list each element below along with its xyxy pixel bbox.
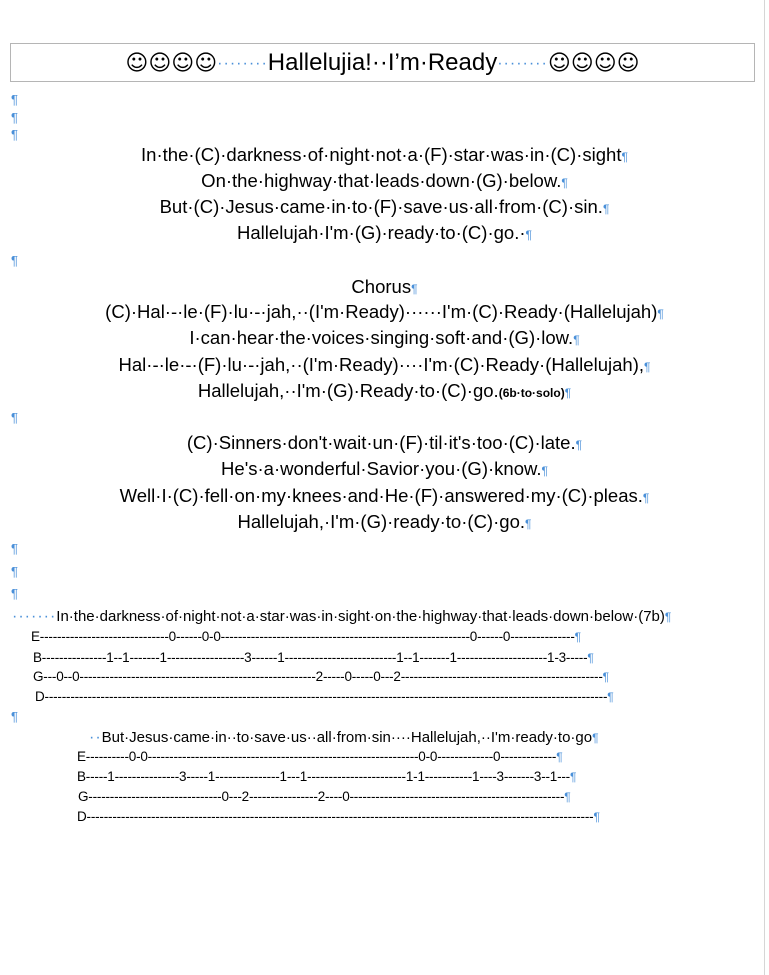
pilcrow-mark: ¶ <box>11 564 18 579</box>
tab2-string-b: B-----1---------------3-----1---------------1---1-----------------------1-1-----------1----3-------3--1---¶ <box>77 769 577 784</box>
tab2-string-e: E----------0-0---------------------------------------------------------------0-0-------------0-------------¶ <box>77 749 563 764</box>
verse1-line: In·the·(C)·darkness·of·night·not·a·(F)·star·was·in·(C)·sight¶ <box>141 144 628 165</box>
smiley-faces-right-icon: ☺☺☺☺ <box>547 51 640 76</box>
pilcrow-mark: ¶ <box>11 127 18 142</box>
tab2-string-d: D----------------------------------------------------------------------------------------------------------------------¶ <box>77 809 600 824</box>
title-box <box>10 43 755 82</box>
pilcrow-mark: ¶ <box>11 410 18 425</box>
chorus-line: Hallelujah,··I'm·(G)·Ready·to·(C)·go.(6b·to·solo)¶ <box>197 380 572 401</box>
pilcrow-mark: ¶ <box>11 541 18 556</box>
verse2-line: Well·I·(C)·fell·on·my·knees·and·He·(F)·answered·my·(C)·pleas.¶ <box>119 485 650 506</box>
pilcrow-mark: ¶ <box>11 586 18 601</box>
pilcrow-mark: ¶ <box>11 92 18 107</box>
chorus-line: (C)·Hal·-·le·(F)·lu·-·jah,··(I'm·Ready)······I'm·(C)·Ready·(Hallelujah)¶ <box>105 301 664 322</box>
pilcrow-mark: ¶ <box>11 110 18 125</box>
pilcrow-mark: ¶ <box>11 709 18 724</box>
tab1-string-g: G---0--0-------------------------------------------------------2-----0-----0---2-----------------------------------------------¶ <box>33 669 609 684</box>
song-title: Hallelujia!··I’m·Ready <box>267 49 498 76</box>
chorus-line: Hal·-·le·-·(F)·lu·-·jah,··(I'm·Ready)····I'm·(C)·Ready·(Hallelujah),¶ <box>118 354 651 375</box>
tab1-string-d: D-----------------------------------------------------------------------------------------------------------------------------------¶ <box>35 689 614 704</box>
verse2-line: Hallelujah,·I'm·(G)·ready·to·(C)·go.¶ <box>237 511 532 532</box>
pilcrow-mark: ¶ <box>11 253 18 268</box>
chorus-heading: Chorus¶ <box>351 276 418 297</box>
tab1-header: ·······In·the·darkness·of·night·not·a·star·was·in·sight·on·the·highway·that·leads·down·below·(7b)¶ <box>12 608 672 626</box>
tab1-string-b: B---------------1--1-------1------------------3------1--------------------------1--1-------1---------------------1-3-----¶ <box>33 650 594 665</box>
verse2-line: He's·a·wonderful·Savior·you·(G)·know.¶ <box>221 458 548 479</box>
title-leader-right: ········ <box>497 55 548 73</box>
verse1-line: On·the·highway·that·leads·down·(G)·below.¶ <box>201 170 568 191</box>
verse1-line: But·(C)·Jesus·came·in·to·(F)·save·us·all·from·(C)·sin.¶ <box>159 196 610 217</box>
verse1-line: Hallelujah·I'm·(G)·ready·to·(C)·go.·¶ <box>237 222 532 243</box>
solo-note: (6b·to·solo) <box>498 386 565 400</box>
tab1-string-e: E------------------------------0------0-0----------------------------------------------------------0------0---------------¶ <box>31 629 581 644</box>
tab2-string-g: G-------------------------------0---2----------------2----0--------------------------------------------------¶ <box>78 789 571 804</box>
verse2-line: (C)·Sinners·don't·wait·un·(F)·til·it's·too·(C)·late.¶ <box>186 432 583 453</box>
smiley-faces-left-icon: ☺☺☺☺ <box>125 51 218 76</box>
title-leader-left: ········ <box>217 55 268 73</box>
tab2-header: ··But·Jesus·came·in··to·save·us··all·from·sin····Hallelujah,··I'm·ready·to·go¶ <box>89 729 599 747</box>
chorus-line: I·can·hear·the·voices·singing·soft·and·(G)·low.¶ <box>189 327 580 348</box>
